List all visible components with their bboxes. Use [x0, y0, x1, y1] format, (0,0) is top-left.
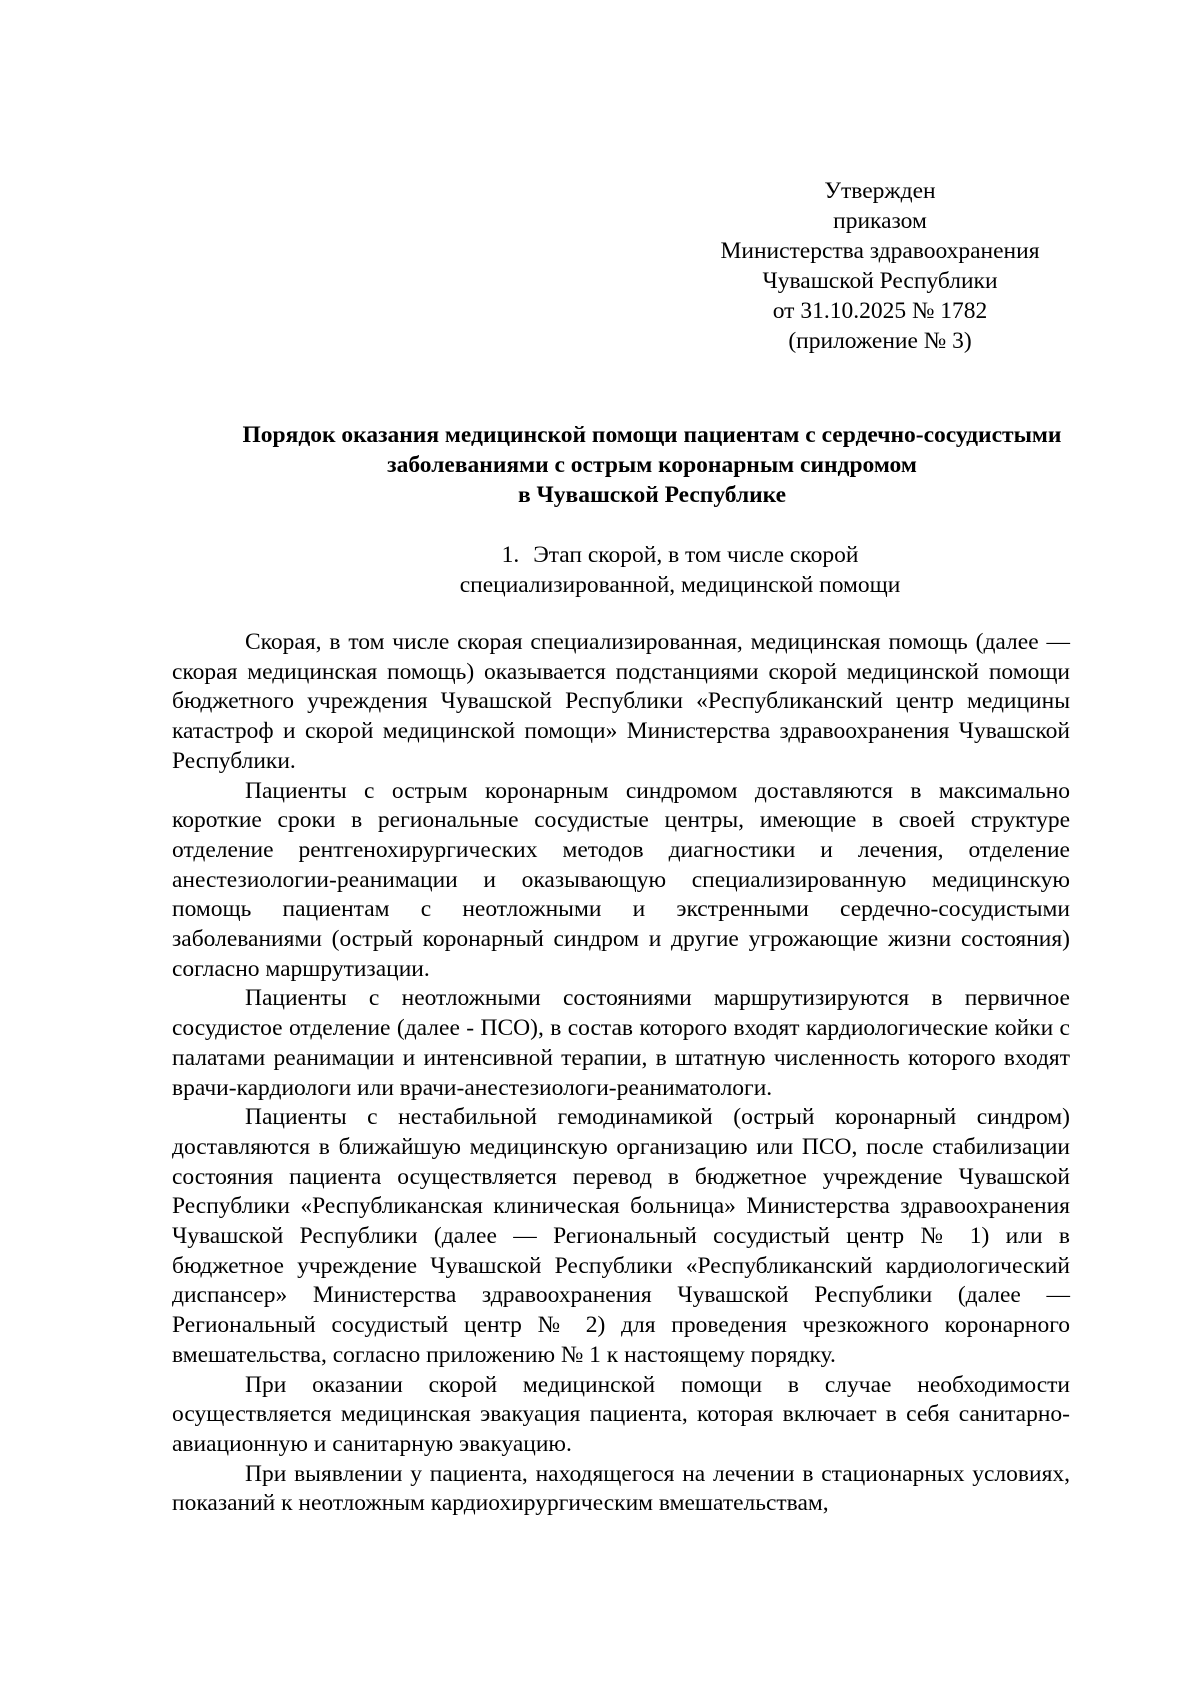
paragraph-ambulance-service: Скорая, в том числе скорая специализированная, медицинская помощь (далее — скорая медицинская помощь) оказывается подстанциями скорой медицинской помощи бюджетного учреждения Чувашской Республики «Республиканский центр медицины катастроф и скорой медицинской помощи» Министерства здравоохранения Чувашской Республики. — [172, 629, 1070, 774]
paragraph-medical-evacuation: При оказании скорой медицинской помощи в случае необходимости осуществляется медицинская эвакуация пациента, которая включает в себя санитарно-авиационную и санитарную эвакуацию. — [172, 1371, 1070, 1457]
title-line-1: Порядок оказания медицинской помощи пациентам с сердечно-сосудистыми — [242, 422, 1062, 448]
approval-line-approved: Утвержден — [824, 178, 936, 204]
title-line-2: заболеваниями с острым коронарным синдромом — [387, 452, 917, 478]
approval-line-date-number: от 31.10.2025 № 1782 — [772, 298, 988, 324]
body-text — [172, 628, 1070, 1519]
paragraph-inpatient-indications: При выявлении у пациента, находящегося на лечении в стационарных условиях, показаний к неотложным кардиохирургическим вмешательствам, — [172, 1460, 1070, 1517]
approval-line-ministry: Министерства здравоохранения — [720, 238, 1040, 264]
approval-block — [690, 176, 1070, 356]
paragraph-unstable-hemodynamics: Пациенты с нестабильной гемодинамикой (острый коронарный синдром) доставляются в ближайшую медицинскую организацию или ПСО, после стабилизации состояния пациента осуществляется перевод в бюджетное учреждение Чувашской Республики «Республиканская клиническая больница» Министерства здравоохранения Чувашской Республики (далее — Региональный сосудистый центр № 1) или в бюджетное учреждение Чувашской Республики «Республиканский кардиологический диспансер» Министерства здравоохранения Чувашской Республики (далее — Региональный сосудистый центр № 2) для проведения чрезкожного коронарного вмешательства, согласно приложению № 1 к настоящему порядку. — [172, 1104, 1070, 1368]
paragraph-pso-routing: Пациенты с неотложными состояниями маршрутизируются в первичное сосудистое отделение (далее - ПСО), в состав которого входят кардиологические койки с палатами реанимации и интенсивной терапии, в штатную численность которого входят врачи-кардиологи или врачи-анестезиологи-реаниматологи. — [172, 985, 1070, 1101]
approval-line-appendix: (приложение № 3) — [788, 328, 972, 354]
approval-line-order: приказом — [833, 208, 927, 234]
section-number: 1. — [501, 542, 520, 568]
approval-line-republic: Чувашской Республики — [762, 268, 998, 294]
section-heading-line-2: специализированной, медицинской помощи — [459, 572, 901, 598]
section-heading — [380, 540, 980, 600]
section-heading-text-1: Этап скорой, в том числе скорой — [533, 542, 859, 568]
title-line-3: в Чувашской Республике — [517, 482, 787, 508]
section-heading-line-1 — [380, 540, 980, 570]
document-title — [172, 420, 1132, 510]
paragraph-acs-delivery: Пациенты с острым коронарным синдромом доставляются в максимально короткие сроки в региональные сосудистые центры, имеющие в своей структуре отделение рентгенохирургических методов диагностики и лечения, отделение анестезиологии-реанимации и оказывающую специализированную медицинскую помощь пациентам с неотложными и экстренными сердечно-сосудистыми заболеваниями (острый коронарный синдром и другие угрожающие жизни состояния) согласно маршрутизации. — [172, 777, 1070, 982]
